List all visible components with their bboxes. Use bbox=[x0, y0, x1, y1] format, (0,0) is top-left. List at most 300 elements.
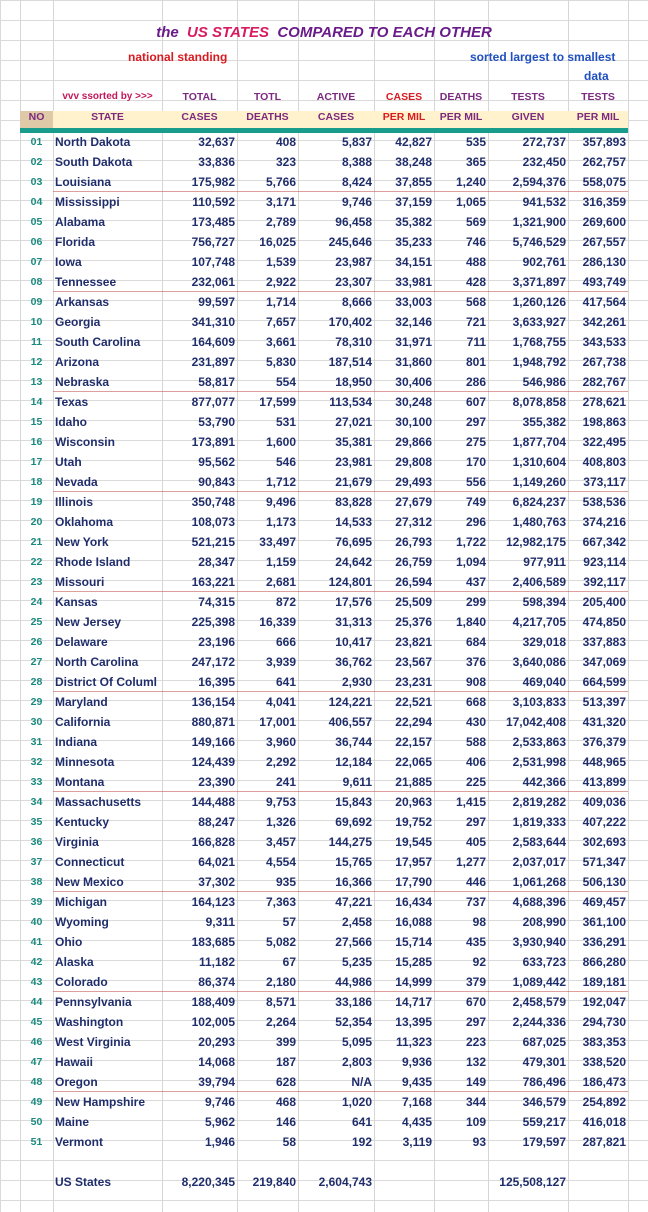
row-tests-per-mil: 469,457 bbox=[582, 895, 626, 909]
row-tests-per-mil: 409,036 bbox=[582, 795, 626, 809]
row-cases-per-mil: 9,435 bbox=[401, 1075, 432, 1089]
row-number: 17 bbox=[30, 456, 43, 468]
row-state: Maine bbox=[55, 1115, 90, 1129]
header-dpm-bottom: PER MIL bbox=[439, 111, 483, 123]
row-tests-per-mil: 474,850 bbox=[582, 615, 626, 629]
row-state: North Dakota bbox=[55, 135, 131, 149]
row-cases-per-mil: 17,957 bbox=[395, 855, 432, 869]
row-number: 37 bbox=[30, 856, 43, 868]
row-total-deaths: 2,292 bbox=[265, 755, 296, 769]
row-deaths-per-mil: 556 bbox=[465, 475, 486, 489]
group-divider-line bbox=[53, 291, 628, 292]
row-active-cases: 124,221 bbox=[328, 695, 372, 709]
row-cases-per-mil: 27,312 bbox=[395, 515, 432, 529]
totals-deaths: 219,840 bbox=[252, 1175, 296, 1189]
row-number: 35 bbox=[30, 816, 43, 828]
header-active-bottom: CASES bbox=[317, 111, 355, 123]
row-cases-per-mil: 34,151 bbox=[395, 255, 432, 269]
row-cases-per-mil: 22,065 bbox=[395, 755, 432, 769]
row-state: Minnesota bbox=[55, 755, 115, 769]
row-tests-per-mil: 343,533 bbox=[582, 335, 626, 349]
row-state: Wisconsin bbox=[55, 435, 115, 449]
row-deaths-per-mil: 569 bbox=[465, 215, 486, 229]
row-deaths-per-mil: 297 bbox=[465, 815, 486, 829]
row-number: 27 bbox=[30, 656, 43, 668]
header-total-bottom: CASES bbox=[181, 111, 218, 123]
row-state: Pennsylvania bbox=[55, 995, 132, 1009]
row-deaths-per-mil: 668 bbox=[465, 695, 486, 709]
row-deaths-per-mil: 684 bbox=[465, 635, 486, 649]
row-total-cases: 37,302 bbox=[198, 875, 235, 889]
row-cases-per-mil: 35,233 bbox=[395, 235, 432, 249]
row-total-deaths: 1,714 bbox=[265, 295, 296, 309]
row-total-deaths: 935 bbox=[275, 875, 296, 889]
row-active-cases: 24,642 bbox=[335, 555, 372, 569]
row-deaths-per-mil: 299 bbox=[465, 595, 486, 609]
row-number: 50 bbox=[30, 1116, 43, 1128]
row-active-cases: 35,381 bbox=[335, 435, 372, 449]
row-total-deaths: 1,712 bbox=[265, 475, 296, 489]
row-cases-per-mil: 7,168 bbox=[401, 1095, 432, 1109]
header-tests-bottom: GIVEN bbox=[511, 111, 545, 123]
row-total-cases: 110,592 bbox=[192, 195, 235, 209]
row-cases-per-mil: 22,294 bbox=[395, 715, 432, 729]
row-total-cases: 521,215 bbox=[191, 535, 235, 549]
row-deaths-per-mil: 296 bbox=[465, 515, 486, 529]
row-tests-given: 179,597 bbox=[522, 1135, 566, 1149]
row-tests-per-mil: 186,473 bbox=[582, 1075, 626, 1089]
row-active-cases: 406,557 bbox=[328, 715, 372, 729]
row-total-cases: 149,166 bbox=[191, 735, 235, 749]
row-number: 20 bbox=[30, 516, 43, 528]
totals-active: 2,604,743 bbox=[318, 1175, 372, 1189]
row-deaths-per-mil: 376 bbox=[465, 655, 486, 669]
row-cases-per-mil: 25,376 bbox=[395, 615, 432, 629]
row-cases-per-mil: 15,714 bbox=[395, 935, 432, 949]
row-tests-given: 687,025 bbox=[522, 1035, 566, 1049]
row-deaths-per-mil: 607 bbox=[465, 395, 486, 409]
row-state: South Dakota bbox=[55, 155, 133, 169]
row-tests-per-mil: 373,117 bbox=[583, 475, 626, 489]
row-tests-per-mil: 287,821 bbox=[582, 1135, 626, 1149]
row-active-cases: 8,666 bbox=[341, 295, 372, 309]
row-deaths-per-mil: 149 bbox=[465, 1075, 486, 1089]
row-active-cases: 27,021 bbox=[335, 415, 372, 429]
row-cases-per-mil: 26,793 bbox=[395, 535, 432, 549]
row-total-cases: 1,946 bbox=[204, 1135, 235, 1149]
row-active-cases: N/A bbox=[351, 1075, 372, 1089]
row-tests-given: 2,406,589 bbox=[512, 575, 566, 589]
row-deaths-per-mil: 379 bbox=[465, 975, 486, 989]
row-active-cases: 8,424 bbox=[341, 175, 372, 189]
row-active-cases: 27,566 bbox=[335, 935, 372, 949]
row-deaths-per-mil: 1,840 bbox=[455, 615, 486, 629]
row-active-cases: 12,184 bbox=[335, 755, 372, 769]
row-cases-per-mil: 31,971 bbox=[395, 335, 432, 349]
row-state: Florida bbox=[55, 235, 96, 249]
row-deaths-per-mil: 1,094 bbox=[455, 555, 486, 569]
row-total-cases: 341,310 bbox=[191, 315, 235, 329]
row-tests-given: 2,583,644 bbox=[512, 835, 566, 849]
header-state: STATE bbox=[91, 111, 124, 123]
row-deaths-per-mil: 98 bbox=[472, 915, 486, 929]
group-divider-line bbox=[53, 591, 628, 592]
row-total-cases: 756,727 bbox=[191, 235, 235, 249]
row-cases-per-mil: 35,382 bbox=[395, 215, 432, 229]
row-tests-given: 5,746,529 bbox=[512, 235, 566, 249]
row-total-deaths: 8,571 bbox=[265, 995, 296, 1009]
row-tests-given: 6,824,237 bbox=[512, 495, 566, 509]
row-active-cases: 9,611 bbox=[342, 775, 372, 789]
row-number: 09 bbox=[30, 296, 43, 308]
row-total-deaths: 2,264 bbox=[265, 1015, 296, 1029]
row-tests-per-mil: 286,130 bbox=[582, 255, 626, 269]
row-deaths-per-mil: 1,415 bbox=[455, 795, 486, 809]
row-state: Delaware bbox=[55, 635, 108, 649]
row-tests-per-mil: 506,130 bbox=[582, 875, 626, 889]
row-state: Idaho bbox=[55, 415, 87, 429]
row-state: Kentucky bbox=[55, 815, 110, 829]
row-total-deaths: 3,939 bbox=[265, 655, 296, 669]
row-total-deaths: 16,025 bbox=[259, 235, 296, 249]
row-total-deaths: 2,180 bbox=[265, 975, 296, 989]
row-tests-per-mil: 302,693 bbox=[582, 835, 626, 849]
row-total-deaths: 9,753 bbox=[265, 795, 296, 809]
row-total-deaths: 9,496 bbox=[265, 495, 296, 509]
row-total-deaths: 872 bbox=[275, 595, 296, 609]
row-tests-per-mil: 294,730 bbox=[582, 1015, 626, 1029]
row-tests-per-mil: 342,261 bbox=[582, 315, 626, 329]
row-number: 02 bbox=[30, 156, 43, 168]
row-tests-per-mil: 448,965 bbox=[582, 755, 626, 769]
row-total-cases: 90,843 bbox=[198, 475, 235, 489]
row-active-cases: 36,762 bbox=[335, 655, 372, 669]
row-active-cases: 14,533 bbox=[335, 515, 372, 529]
row-tests-per-mil: 923,114 bbox=[583, 555, 626, 569]
row-number: 40 bbox=[30, 916, 43, 928]
row-total-cases: 880,871 bbox=[191, 715, 235, 729]
row-tests-given: 4,688,396 bbox=[512, 895, 566, 909]
row-number: 48 bbox=[30, 1076, 43, 1088]
row-tests-given: 1,819,333 bbox=[512, 815, 566, 829]
row-number: 07 bbox=[30, 256, 43, 268]
row-total-deaths: 7,363 bbox=[265, 895, 296, 909]
row-total-cases: 173,485 bbox=[191, 215, 235, 229]
row-state: Texas bbox=[55, 395, 89, 409]
row-number: 18 bbox=[30, 476, 43, 488]
subtitle-national-standing: national standing bbox=[128, 50, 228, 64]
row-tests-given: 902,761 bbox=[522, 255, 566, 269]
row-state: Oregon bbox=[55, 1075, 98, 1089]
row-number: 43 bbox=[30, 976, 43, 988]
row-tests-given: 272,737 bbox=[522, 135, 566, 149]
row-tests-per-mil: 493,749 bbox=[582, 275, 626, 289]
row-active-cases: 17,576 bbox=[335, 595, 372, 609]
row-state: Ohio bbox=[55, 935, 83, 949]
row-cases-per-mil: 30,100 bbox=[395, 415, 432, 429]
row-tests-per-mil: 347,069 bbox=[582, 655, 626, 669]
group-divider-line bbox=[53, 991, 628, 992]
row-active-cases: 245,646 bbox=[328, 235, 372, 249]
row-state: Hawaii bbox=[55, 1055, 94, 1069]
title-highlight: US STATES bbox=[187, 24, 269, 41]
row-active-cases: 5,095 bbox=[341, 1035, 372, 1049]
row-total-deaths: 33,497 bbox=[259, 535, 296, 549]
header-deaths-top: TOTL bbox=[253, 91, 282, 103]
row-state: Maryland bbox=[55, 695, 108, 709]
row-tests-given: 977,911 bbox=[523, 555, 566, 569]
row-tests-per-mil: 667,342 bbox=[582, 535, 626, 549]
row-cases-per-mil: 22,157 bbox=[395, 735, 432, 749]
row-state: Kansas bbox=[55, 595, 98, 609]
row-total-cases: 124,439 bbox=[191, 755, 235, 769]
row-total-cases: 9,311 bbox=[205, 915, 235, 929]
row-tests-per-mil: 416,018 bbox=[582, 1115, 626, 1129]
row-state: Indiana bbox=[55, 735, 98, 749]
row-tests-per-mil: 262,757 bbox=[582, 155, 626, 169]
header-no: NO bbox=[28, 111, 45, 123]
row-total-deaths: 554 bbox=[275, 375, 296, 389]
group-divider-line bbox=[53, 391, 628, 392]
row-number: 10 bbox=[30, 316, 43, 328]
row-cases-per-mil: 16,434 bbox=[395, 895, 432, 909]
row-cases-per-mil: 21,885 bbox=[395, 775, 432, 789]
row-tests-given: 442,366 bbox=[522, 775, 566, 789]
row-total-deaths: 531 bbox=[275, 415, 296, 429]
row-number: 19 bbox=[30, 496, 43, 508]
row-total-cases: 11,182 bbox=[198, 955, 235, 969]
row-number: 15 bbox=[30, 416, 43, 428]
row-active-cases: 18,950 bbox=[335, 375, 372, 389]
row-number: 30 bbox=[30, 716, 43, 728]
row-active-cases: 83,828 bbox=[335, 495, 372, 509]
row-tests-given: 329,018 bbox=[522, 635, 566, 649]
row-deaths-per-mil: 721 bbox=[465, 315, 486, 329]
row-total-cases: 164,609 bbox=[191, 335, 235, 349]
row-deaths-per-mil: 801 bbox=[465, 355, 486, 369]
row-total-deaths: 146 bbox=[275, 1115, 296, 1129]
row-state: Connecticut bbox=[55, 855, 125, 869]
row-tests-per-mil: 383,353 bbox=[582, 1035, 626, 1049]
row-active-cases: 44,986 bbox=[335, 975, 372, 989]
row-tests-per-mil: 269,600 bbox=[582, 215, 626, 229]
row-active-cases: 33,186 bbox=[335, 995, 372, 1009]
row-number: 36 bbox=[30, 836, 43, 848]
row-active-cases: 2,803 bbox=[341, 1055, 372, 1069]
row-tests-per-mil: 205,400 bbox=[582, 595, 626, 609]
row-total-cases: 231,897 bbox=[191, 355, 235, 369]
row-deaths-per-mil: 749 bbox=[465, 495, 486, 509]
row-tests-per-mil: 338,520 bbox=[582, 1055, 626, 1069]
row-deaths-per-mil: 535 bbox=[465, 135, 486, 149]
row-deaths-per-mil: 428 bbox=[465, 275, 486, 289]
row-tests-given: 598,394 bbox=[522, 595, 566, 609]
row-total-cases: 350,748 bbox=[191, 495, 235, 509]
row-tests-given: 3,930,940 bbox=[512, 935, 566, 949]
row-total-cases: 136,154 bbox=[191, 695, 235, 709]
row-cases-per-mil: 13,395 bbox=[395, 1015, 432, 1029]
row-cases-per-mil: 27,679 bbox=[395, 495, 432, 509]
row-tests-given: 2,533,863 bbox=[512, 735, 566, 749]
row-tests-given: 1,321,900 bbox=[512, 215, 566, 229]
row-deaths-per-mil: 588 bbox=[465, 735, 486, 749]
row-tests-given: 786,496 bbox=[522, 1075, 566, 1089]
header-dpm-top: DEATHS bbox=[439, 91, 483, 103]
row-total-cases: 164,123 bbox=[191, 895, 235, 909]
row-tests-given: 4,217,705 bbox=[512, 615, 566, 629]
row-cases-per-mil: 26,594 bbox=[395, 575, 432, 589]
row-tests-given: 2,594,376 bbox=[512, 175, 566, 189]
row-total-cases: 107,748 bbox=[191, 255, 235, 269]
row-active-cases: 192 bbox=[351, 1135, 372, 1149]
row-cases-per-mil: 25,509 bbox=[395, 595, 432, 609]
row-cases-per-mil: 9,936 bbox=[401, 1055, 432, 1069]
row-tests-per-mil: 189,181 bbox=[582, 975, 626, 989]
row-total-cases: 247,172 bbox=[191, 655, 235, 669]
row-tests-given: 469,040 bbox=[522, 675, 566, 689]
row-cases-per-mil: 32,146 bbox=[395, 315, 432, 329]
row-total-deaths: 1,600 bbox=[265, 435, 296, 449]
row-deaths-per-mil: 488 bbox=[465, 255, 486, 269]
row-total-cases: 23,196 bbox=[198, 635, 235, 649]
row-state: Missouri bbox=[55, 575, 105, 589]
row-total-deaths: 7,657 bbox=[265, 315, 296, 329]
grid-column-line bbox=[53, 0, 54, 1212]
row-number: 28 bbox=[30, 676, 43, 688]
row-deaths-per-mil: 132 bbox=[465, 1055, 486, 1069]
row-total-deaths: 58 bbox=[282, 1135, 296, 1149]
row-number: 14 bbox=[30, 396, 43, 408]
row-total-cases: 64,021 bbox=[198, 855, 235, 869]
row-number: 13 bbox=[30, 376, 43, 388]
row-deaths-per-mil: 737 bbox=[465, 895, 486, 909]
row-cases-per-mil: 38,248 bbox=[395, 155, 432, 169]
row-number: 44 bbox=[30, 996, 43, 1008]
row-total-deaths: 3,457 bbox=[265, 835, 296, 849]
row-state: California bbox=[55, 715, 111, 729]
row-active-cases: 52,354 bbox=[335, 1015, 372, 1029]
row-total-cases: 20,293 bbox=[198, 1035, 235, 1049]
row-total-cases: 95,562 bbox=[198, 455, 235, 469]
totals-tests: 125,508,127 bbox=[499, 1175, 566, 1189]
row-total-cases: 175,982 bbox=[191, 175, 235, 189]
row-total-deaths: 1,539 bbox=[265, 255, 296, 269]
row-active-cases: 36,744 bbox=[335, 735, 372, 749]
group-divider-line bbox=[53, 791, 628, 792]
row-tests-given: 2,819,282 bbox=[512, 795, 566, 809]
row-deaths-per-mil: 109 bbox=[465, 1115, 486, 1129]
row-number: 46 bbox=[30, 1036, 43, 1048]
row-state: West Virginia bbox=[55, 1035, 131, 1049]
row-cases-per-mil: 19,545 bbox=[395, 835, 432, 849]
row-deaths-per-mil: 711 bbox=[466, 335, 486, 349]
row-tests-given: 3,371,897 bbox=[512, 275, 566, 289]
row-number: 22 bbox=[30, 556, 43, 568]
row-tests-per-mil: 513,397 bbox=[582, 695, 626, 709]
row-cases-per-mil: 14,717 bbox=[395, 995, 432, 1009]
row-cases-per-mil: 42,827 bbox=[395, 135, 432, 149]
row-active-cases: 15,843 bbox=[335, 795, 372, 809]
row-tests-per-mil: 278,621 bbox=[582, 395, 626, 409]
row-number: 24 bbox=[30, 596, 43, 608]
row-tests-given: 3,633,927 bbox=[512, 315, 566, 329]
row-tests-given: 3,103,833 bbox=[512, 695, 566, 709]
row-state: New Jersey bbox=[55, 615, 122, 629]
row-cases-per-mil: 37,855 bbox=[395, 175, 432, 189]
row-total-deaths: 1,173 bbox=[265, 515, 296, 529]
row-deaths-per-mil: 437 bbox=[465, 575, 486, 589]
header-cpm-bottom: PER MIL bbox=[382, 111, 426, 123]
row-total-deaths: 666 bbox=[275, 635, 296, 649]
row-active-cases: 47,221 bbox=[335, 895, 372, 909]
row-total-deaths: 399 bbox=[275, 1035, 296, 1049]
row-total-cases: 5,962 bbox=[204, 1115, 235, 1129]
row-state: Virginia bbox=[55, 835, 99, 849]
row-tests-given: 2,531,998 bbox=[512, 755, 566, 769]
row-deaths-per-mil: 405 bbox=[465, 835, 486, 849]
row-total-deaths: 2,681 bbox=[265, 575, 296, 589]
row-number: 34 bbox=[30, 796, 43, 808]
row-number: 26 bbox=[30, 636, 43, 648]
row-total-cases: 183,685 bbox=[191, 935, 235, 949]
row-tests-per-mil: 316,359 bbox=[582, 195, 626, 209]
totals-label: US States bbox=[55, 1175, 112, 1189]
row-total-deaths: 16,339 bbox=[259, 615, 296, 629]
row-total-cases: 102,005 bbox=[191, 1015, 235, 1029]
row-number: 12 bbox=[30, 356, 43, 368]
row-total-deaths: 57 bbox=[282, 915, 296, 929]
row-total-deaths: 5,082 bbox=[265, 935, 296, 949]
row-tests-per-mil: 267,738 bbox=[582, 355, 626, 369]
row-tests-per-mil: 254,892 bbox=[582, 1095, 626, 1109]
row-total-deaths: 67 bbox=[282, 955, 296, 969]
row-total-deaths: 3,960 bbox=[265, 735, 296, 749]
row-state: Iowa bbox=[55, 255, 82, 269]
header-cpm-top: CASES bbox=[385, 91, 423, 103]
row-state: Rhode Island bbox=[55, 555, 131, 569]
row-number: 51 bbox=[30, 1136, 43, 1148]
row-state: Illinois bbox=[55, 495, 94, 509]
row-tests-per-mil: 282,767 bbox=[582, 375, 626, 389]
row-tests-per-mil: 322,495 bbox=[582, 435, 626, 449]
totals-cases: 8,220,345 bbox=[181, 1175, 235, 1189]
row-tests-per-mil: 376,379 bbox=[582, 735, 626, 749]
row-tests-per-mil: 558,075 bbox=[582, 175, 626, 189]
row-total-deaths: 3,171 bbox=[265, 195, 296, 209]
row-tests-given: 1,877,704 bbox=[512, 435, 566, 449]
row-deaths-per-mil: 908 bbox=[465, 675, 486, 689]
row-state: Oklahoma bbox=[55, 515, 114, 529]
row-state: Louisiana bbox=[55, 175, 112, 189]
row-tests-given: 17,042,408 bbox=[505, 715, 566, 729]
row-number: 21 bbox=[30, 536, 43, 548]
row-tests-given: 208,990 bbox=[522, 915, 566, 929]
row-number: 04 bbox=[30, 196, 43, 208]
row-cases-per-mil: 23,231 bbox=[395, 675, 432, 689]
row-active-cases: 10,417 bbox=[335, 635, 372, 649]
row-total-cases: 108,073 bbox=[191, 515, 235, 529]
header-tpm-top: TESTS bbox=[581, 91, 615, 103]
row-deaths-per-mil: 746 bbox=[465, 235, 486, 249]
row-number: 08 bbox=[30, 276, 43, 288]
row-tests-given: 1,768,755 bbox=[512, 335, 566, 349]
row-active-cases: 5,235 bbox=[341, 955, 372, 969]
row-total-deaths: 628 bbox=[275, 1075, 296, 1089]
row-cases-per-mil: 33,003 bbox=[395, 295, 432, 309]
row-number: 38 bbox=[30, 876, 43, 888]
row-active-cases: 187,514 bbox=[328, 355, 372, 369]
row-number: 05 bbox=[30, 216, 43, 228]
